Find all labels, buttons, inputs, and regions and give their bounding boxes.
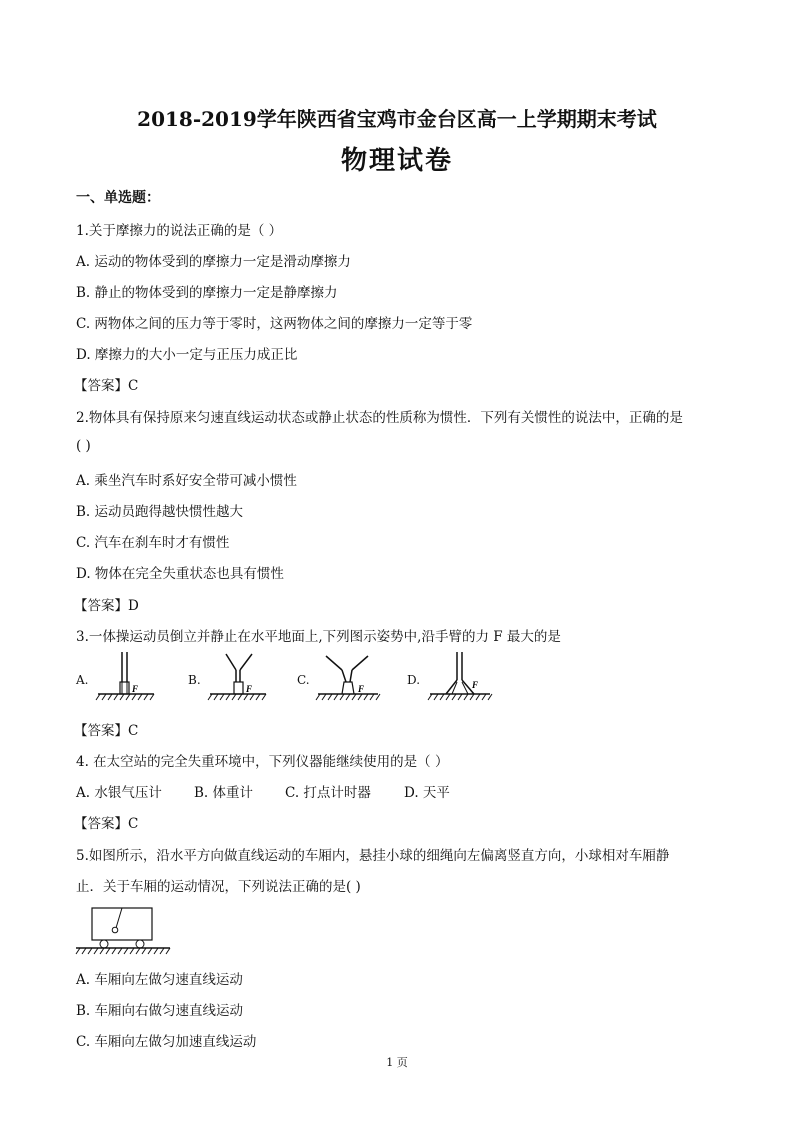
figure-d-force-label: F	[472, 680, 479, 690]
exam-title: 2018-2019学年陕西省宝鸡市金台区高一上学期期末考试	[137, 107, 657, 131]
question-2-answer: 【答案】D	[74, 598, 139, 614]
question-4-option-c: C. 打点计时器	[285, 785, 371, 801]
question-5-option-b: B. 车厢向右做匀速直线运动	[76, 1003, 244, 1019]
question-4-option-d: D. 天平	[404, 785, 450, 801]
question-3-answer: 【答案】C	[74, 723, 139, 739]
figure-a-force-label: F	[132, 684, 139, 694]
question-4-stem: 4. 在太空站的完全失重环境中，下列仪器能继续使用的是（ ）	[76, 754, 449, 770]
question-4-option-a: A. 水银气压计	[76, 785, 162, 801]
question-2-option-b: B. 运动员跑得越快惯性越大	[76, 504, 244, 520]
figure-b-gymnast-diagram	[208, 650, 268, 706]
section-heading: 一、单选题：	[76, 190, 160, 206]
question-2-option-c: C. 汽车在刹车时才有惯性	[76, 535, 230, 551]
question-1-answer: 【答案】C	[74, 378, 139, 394]
train-car-pendulum-diagram	[76, 904, 172, 956]
figure-d-label: D.	[407, 673, 421, 687]
figure-d-gymnast-diagram	[428, 650, 492, 706]
figure-c-gymnast-diagram	[316, 650, 380, 706]
question-1-option-b: B. 静止的物体受到的摩擦力一定是静摩擦力	[76, 285, 338, 301]
question-2-stem: 2.物体具有保持原来匀速直线运动状态或静止状态的性质称为惯性．下列有关惯性的说法中，正确的是	[76, 410, 683, 426]
question-5-option-c: C. 车厢向左做匀加速直线运动	[76, 1034, 257, 1050]
question-4-option-b: B. 体重计	[194, 785, 254, 801]
question-5-option-a: A. 车厢向左做匀速直线运动	[76, 972, 243, 988]
figure-a-label: A.	[76, 673, 89, 687]
question-2-option-a: A. 乘坐汽车时系好安全带可减小惯性	[76, 473, 297, 489]
question-4-answer: 【答案】C	[74, 816, 139, 832]
question-5-stem: 5.如图所示，沿水平方向做直线运动的车厢内，悬挂小球的细绳向左偏离竖直方向，小球相对车厢静	[76, 848, 670, 864]
exam-subtitle: 物理试卷	[340, 146, 453, 176]
figure-a-gymnast-diagram	[96, 650, 156, 706]
figure-b-label: B.	[188, 673, 201, 687]
figure-c-force-label: F	[358, 684, 365, 694]
figure-c-label: C.	[297, 673, 310, 687]
question-2-option-d: D. 物体在完全失重状态也具有惯性	[76, 566, 284, 582]
question-1-stem: 1.关于摩擦力的说法正确的是（ ）	[76, 223, 283, 239]
question-1-option-d: D. 摩擦力的大小一定与正压力成正比	[76, 347, 298, 363]
question-1-option-a: A. 运动的物体受到的摩擦力一定是滑动摩擦力	[76, 254, 351, 270]
question-1-option-c: C. 两物体之间的压力等于零时，这两物体之间的摩擦力一定等于零	[76, 316, 473, 332]
page-number: 1 页	[386, 1056, 408, 1069]
question-5-stem-cont: 止．关于车厢的运动情况，下列说法正确的是( )	[76, 879, 361, 895]
question-2-stem-blank: ( )	[76, 438, 91, 454]
figure-b-force-label: F	[246, 684, 253, 694]
question-3-stem: 3.一体操运动员倒立并静止在水平地面上,下列图示姿势中,沿手臂的力 F 最大的是	[76, 629, 561, 645]
